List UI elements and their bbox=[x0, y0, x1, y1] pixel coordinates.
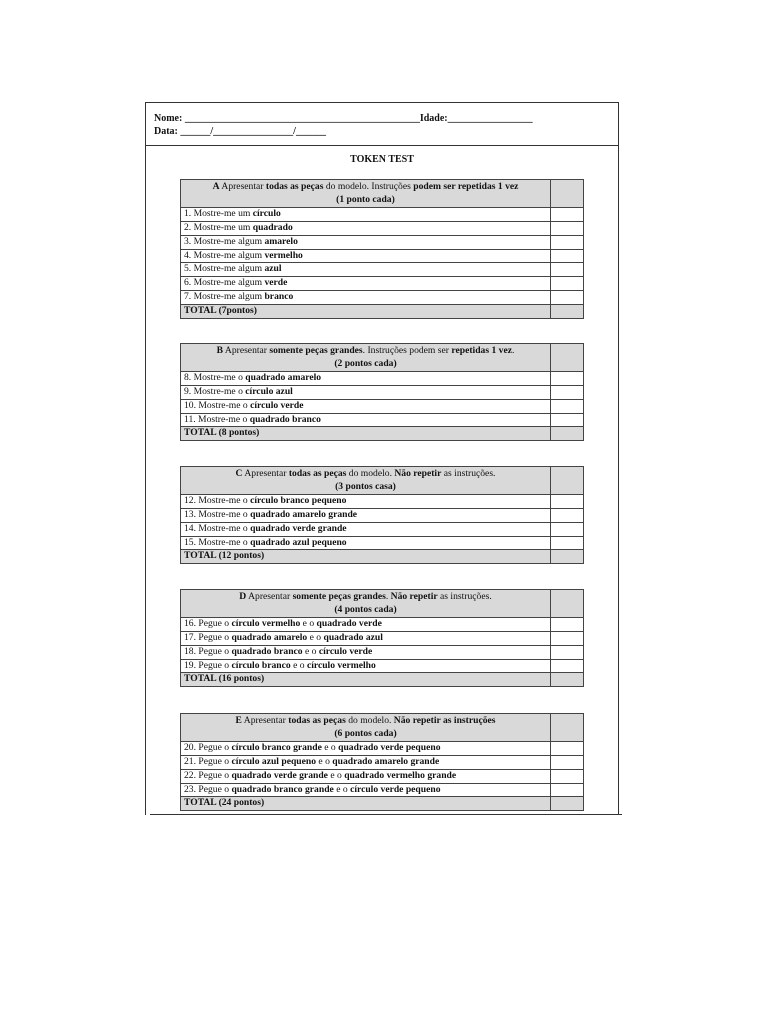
total-score-cell[interactable] bbox=[551, 673, 584, 687]
plain-text: 12. Mostre-me o bbox=[184, 495, 251, 507]
score-cell[interactable] bbox=[551, 385, 584, 399]
total-label: TOTAL (16 pontos) bbox=[181, 673, 551, 687]
emphasis-text: branco bbox=[264, 291, 294, 303]
plain-text: 6. Mostre-me algum bbox=[184, 277, 265, 289]
instruction-cell bbox=[181, 372, 551, 386]
emphasis-text: círculo vermelho bbox=[306, 659, 376, 671]
total-row bbox=[181, 304, 584, 318]
plain-text: 10. Mostre-me o bbox=[184, 399, 251, 411]
emphasis-text: quadrado branco bbox=[249, 413, 321, 425]
plain-text: Apresentar bbox=[241, 715, 289, 726]
instruction-cell bbox=[181, 659, 551, 673]
date-line bbox=[154, 126, 326, 137]
instruction-row bbox=[181, 522, 584, 536]
section-header-cell bbox=[181, 344, 551, 372]
plain-text: 13. Mostre-me o bbox=[184, 509, 251, 521]
instruction-row bbox=[181, 235, 584, 249]
score-cell[interactable] bbox=[551, 783, 584, 797]
age-label: Idade: bbox=[419, 113, 448, 124]
plain-text: Apresentar bbox=[223, 345, 270, 356]
score-cell[interactable] bbox=[551, 755, 584, 769]
section-letter: D bbox=[239, 591, 247, 602]
score-cell[interactable] bbox=[551, 235, 584, 249]
score-cell[interactable] bbox=[551, 742, 584, 756]
page-title: TOKEN TEST bbox=[350, 154, 414, 165]
score-cell[interactable] bbox=[551, 618, 584, 632]
instruction-row bbox=[181, 769, 584, 783]
date-field[interactable]: ______/________________/______ bbox=[177, 126, 326, 137]
emphasis-text: Não repetir as instruções bbox=[393, 715, 496, 726]
instruction-cell bbox=[181, 631, 551, 645]
section-header-row bbox=[181, 714, 584, 742]
section-points: (3 pontos casa) bbox=[335, 480, 396, 492]
patient-header bbox=[146, 103, 618, 146]
score-cell[interactable] bbox=[551, 495, 584, 509]
emphasis-text: círculo azul pequeno bbox=[231, 756, 317, 768]
plain-text: 7. Mostre-me algum bbox=[184, 291, 265, 303]
score-cell[interactable] bbox=[551, 631, 584, 645]
emphasis-text: quadrado azul pequeno bbox=[250, 536, 347, 548]
instruction-row bbox=[181, 659, 584, 673]
plain-text: . bbox=[511, 345, 515, 356]
section-points: (6 pontos cada) bbox=[334, 727, 397, 739]
plain-text: e o bbox=[316, 756, 333, 768]
plain-text: 1. Mostre-me um bbox=[184, 208, 253, 220]
plain-text: do modelo. Instruções bbox=[323, 181, 414, 192]
score-cell[interactable] bbox=[551, 290, 584, 304]
emphasis-text: vermelho bbox=[264, 249, 303, 261]
instruction-row bbox=[181, 508, 584, 522]
emphasis-text: amarelo bbox=[264, 235, 298, 247]
plain-text: e o bbox=[333, 783, 351, 795]
instruction-row bbox=[181, 249, 584, 263]
emphasis-text: todas as peças bbox=[288, 715, 346, 726]
name-age-line bbox=[154, 113, 533, 124]
emphasis-text: círculo verde bbox=[250, 399, 304, 411]
emphasis-text: círculo azul bbox=[245, 386, 293, 398]
section-e-table bbox=[180, 713, 584, 811]
age-field[interactable]: _________________ bbox=[447, 113, 533, 124]
instruction-cell bbox=[181, 385, 551, 399]
section-header-cell bbox=[181, 467, 551, 495]
section-points: (4 pontos cada) bbox=[334, 603, 397, 615]
total-score-cell[interactable] bbox=[551, 427, 584, 441]
score-cell[interactable] bbox=[551, 249, 584, 263]
section-a-table bbox=[180, 179, 584, 319]
score-cell[interactable] bbox=[551, 399, 584, 413]
emphasis-text: quadrado verde grande bbox=[231, 769, 328, 781]
plain-text: e o bbox=[300, 618, 317, 630]
plain-text: . Instruções podem ser bbox=[362, 345, 452, 356]
score-cell[interactable] bbox=[551, 221, 584, 235]
emphasis-text: verde bbox=[264, 277, 288, 289]
instruction-cell bbox=[181, 290, 551, 304]
instruction-cell bbox=[181, 645, 551, 659]
total-label: TOTAL (7pontos) bbox=[181, 304, 551, 318]
instruction-cell bbox=[181, 208, 551, 222]
score-cell[interactable] bbox=[551, 467, 584, 495]
plain-text: as instruções. bbox=[437, 591, 492, 602]
score-cell[interactable] bbox=[551, 508, 584, 522]
instruction-cell bbox=[181, 221, 551, 235]
plain-text: 8. Mostre-me o bbox=[184, 372, 246, 384]
section-c-table bbox=[180, 466, 584, 564]
plain-text: 18. Pegue o bbox=[184, 645, 232, 657]
instruction-row bbox=[181, 495, 584, 509]
plain-text: 11. Mostre-me o bbox=[184, 413, 250, 425]
instruction-cell bbox=[181, 235, 551, 249]
plain-text: 4. Mostre-me algum bbox=[184, 249, 265, 261]
emphasis-text: Não repetir bbox=[390, 591, 438, 602]
total-row bbox=[181, 797, 584, 811]
instruction-cell bbox=[181, 399, 551, 413]
instruction-row bbox=[181, 618, 584, 632]
instruction-row bbox=[181, 742, 584, 756]
score-cell[interactable] bbox=[551, 413, 584, 427]
section-letter: C bbox=[235, 468, 243, 479]
total-score-cell[interactable] bbox=[551, 550, 584, 564]
form-frame bbox=[145, 102, 619, 815]
emphasis-text: quadrado branco grande bbox=[231, 783, 334, 795]
total-label: TOTAL (12 pontos) bbox=[181, 550, 551, 564]
emphasis-text: quadrado amarelo bbox=[245, 372, 322, 384]
score-cell[interactable] bbox=[551, 645, 584, 659]
instruction-row bbox=[181, 755, 584, 769]
plain-text: e o bbox=[327, 769, 345, 781]
emphasis-text: círculo branco pequeno bbox=[250, 495, 347, 507]
date-label: Data: bbox=[154, 126, 178, 137]
plain-text: 23. Pegue o bbox=[184, 783, 232, 795]
instruction-row bbox=[181, 290, 584, 304]
score-cell[interactable] bbox=[551, 590, 584, 618]
plain-text: as instruções. bbox=[441, 468, 496, 479]
instruction-cell bbox=[181, 522, 551, 536]
plain-text: 20. Pegue o bbox=[184, 742, 232, 754]
instruction-cell bbox=[181, 508, 551, 522]
total-row bbox=[181, 427, 584, 441]
emphasis-text: círculo bbox=[252, 208, 281, 220]
plain-text: e o bbox=[290, 659, 307, 671]
instruction-row bbox=[181, 631, 584, 645]
section-header-row bbox=[181, 467, 584, 495]
section-header-row bbox=[181, 590, 584, 618]
emphasis-text: círculo branco grande bbox=[231, 742, 322, 754]
instruction-cell bbox=[181, 783, 551, 797]
plain-text: 17. Pegue o bbox=[184, 632, 232, 644]
section-header-cell bbox=[181, 180, 551, 208]
emphasis-text: círculo verde pequeno bbox=[350, 783, 441, 795]
score-cell[interactable] bbox=[551, 277, 584, 291]
plain-text: . bbox=[385, 591, 391, 602]
plain-text: 22. Pegue o bbox=[184, 769, 232, 781]
plain-text: do modelo. bbox=[346, 468, 395, 479]
instruction-row bbox=[181, 221, 584, 235]
emphasis-text: azul bbox=[264, 263, 282, 275]
total-row bbox=[181, 550, 584, 564]
plain-text: Apresentar bbox=[246, 591, 293, 602]
plain-text: e o bbox=[302, 645, 319, 657]
section-letter: A bbox=[212, 181, 220, 192]
emphasis-text: quadrado azul bbox=[323, 632, 383, 644]
emphasis-text: quadrado amarelo grande bbox=[332, 756, 440, 768]
section-header-cell bbox=[181, 714, 551, 742]
emphasis-text: quadrado amarelo grande bbox=[250, 509, 358, 521]
emphasis-text: quadrado amarelo bbox=[231, 632, 308, 644]
instruction-row bbox=[181, 372, 584, 386]
plain-text: Apresentar bbox=[219, 181, 266, 192]
instruction-cell bbox=[181, 755, 551, 769]
total-score-cell[interactable] bbox=[551, 797, 584, 811]
plain-text: e o bbox=[307, 632, 324, 644]
plain-text: 16. Pegue o bbox=[184, 618, 232, 630]
instruction-row bbox=[181, 399, 584, 413]
score-cell[interactable] bbox=[551, 372, 584, 386]
score-cell[interactable] bbox=[551, 344, 584, 372]
instruction-row bbox=[181, 413, 584, 427]
instruction-cell bbox=[181, 413, 551, 427]
section-points: (2 pontos cada) bbox=[334, 357, 397, 369]
instruction-row bbox=[181, 277, 584, 291]
section-header-row bbox=[181, 180, 584, 208]
emphasis-text: quadrado verde grande bbox=[250, 522, 347, 534]
instruction-cell bbox=[181, 263, 551, 277]
plain-text: e o bbox=[321, 742, 339, 754]
score-cell[interactable] bbox=[551, 536, 584, 550]
instruction-cell bbox=[181, 536, 551, 550]
emphasis-text: quadrado bbox=[252, 222, 293, 234]
emphasis-text: quadrado vermelho grande bbox=[344, 769, 457, 781]
total-row bbox=[181, 673, 584, 687]
total-score-cell[interactable] bbox=[551, 304, 584, 318]
emphasis-text: círculo vermelho bbox=[231, 618, 301, 630]
emphasis-text: quadrado branco bbox=[231, 645, 303, 657]
score-cell[interactable] bbox=[551, 714, 584, 742]
name-label: Nome: bbox=[154, 113, 183, 124]
score-cell[interactable] bbox=[551, 769, 584, 783]
section-letter: E bbox=[235, 715, 242, 726]
instruction-cell bbox=[181, 618, 551, 632]
score-cell[interactable] bbox=[551, 180, 584, 208]
emphasis-text: círculo branco bbox=[231, 659, 291, 671]
instruction-cell bbox=[181, 277, 551, 291]
instruction-row bbox=[181, 536, 584, 550]
name-field[interactable]: _______________________________________________ bbox=[182, 113, 420, 124]
plain-text: 3. Mostre-me algum bbox=[184, 235, 265, 247]
instruction-row bbox=[181, 783, 584, 797]
instruction-cell bbox=[181, 249, 551, 263]
instruction-row bbox=[181, 645, 584, 659]
emphasis-text: somente peças grandes bbox=[292, 591, 386, 602]
score-cell[interactable] bbox=[551, 659, 584, 673]
section-d-table bbox=[180, 589, 584, 687]
section-header-row bbox=[181, 344, 584, 372]
score-cell[interactable] bbox=[551, 208, 584, 222]
instruction-cell bbox=[181, 742, 551, 756]
section-header-cell bbox=[181, 590, 551, 618]
plain-text: 9. Mostre-me o bbox=[184, 386, 246, 398]
emphasis-text: todas as peças bbox=[288, 468, 347, 479]
instruction-row bbox=[181, 208, 584, 222]
plain-text: 2. Mostre-me um bbox=[184, 222, 253, 234]
plain-text: 15. Mostre-me o bbox=[184, 536, 251, 548]
plain-text: do modelo. bbox=[345, 715, 394, 726]
plain-text: 14. Mostre-me o bbox=[184, 522, 251, 534]
instruction-row bbox=[181, 263, 584, 277]
instruction-cell bbox=[181, 495, 551, 509]
plain-text: 5. Mostre-me algum bbox=[184, 263, 265, 275]
plain-text: 21. Pegue o bbox=[184, 756, 232, 768]
emphasis-text: repetidas 1 vez bbox=[451, 345, 512, 356]
emphasis-text: somente peças grandes bbox=[269, 345, 363, 356]
instruction-cell bbox=[181, 769, 551, 783]
section-letter: B bbox=[216, 345, 224, 356]
section-points: (1 ponto cada) bbox=[336, 193, 395, 205]
instruction-row bbox=[181, 385, 584, 399]
total-label: TOTAL (24 pontos) bbox=[181, 797, 551, 811]
emphasis-text: podem ser repetidas 1 vez bbox=[413, 181, 519, 192]
plain-text: 19. Pegue o bbox=[184, 659, 232, 671]
section-b-table bbox=[180, 343, 584, 441]
score-cell[interactable] bbox=[551, 522, 584, 536]
plain-text: Apresentar bbox=[242, 468, 289, 479]
score-cell[interactable] bbox=[551, 263, 584, 277]
frame-bottom-rule bbox=[150, 814, 622, 815]
emphasis-text: quadrado verde bbox=[316, 618, 382, 630]
emphasis-text: todas as peças bbox=[265, 181, 324, 192]
emphasis-text: quadrado verde pequeno bbox=[338, 742, 441, 754]
emphasis-text: Não repetir bbox=[394, 468, 442, 479]
total-label: TOTAL (8 pontos) bbox=[181, 427, 551, 441]
emphasis-text: círculo verde bbox=[318, 645, 373, 657]
